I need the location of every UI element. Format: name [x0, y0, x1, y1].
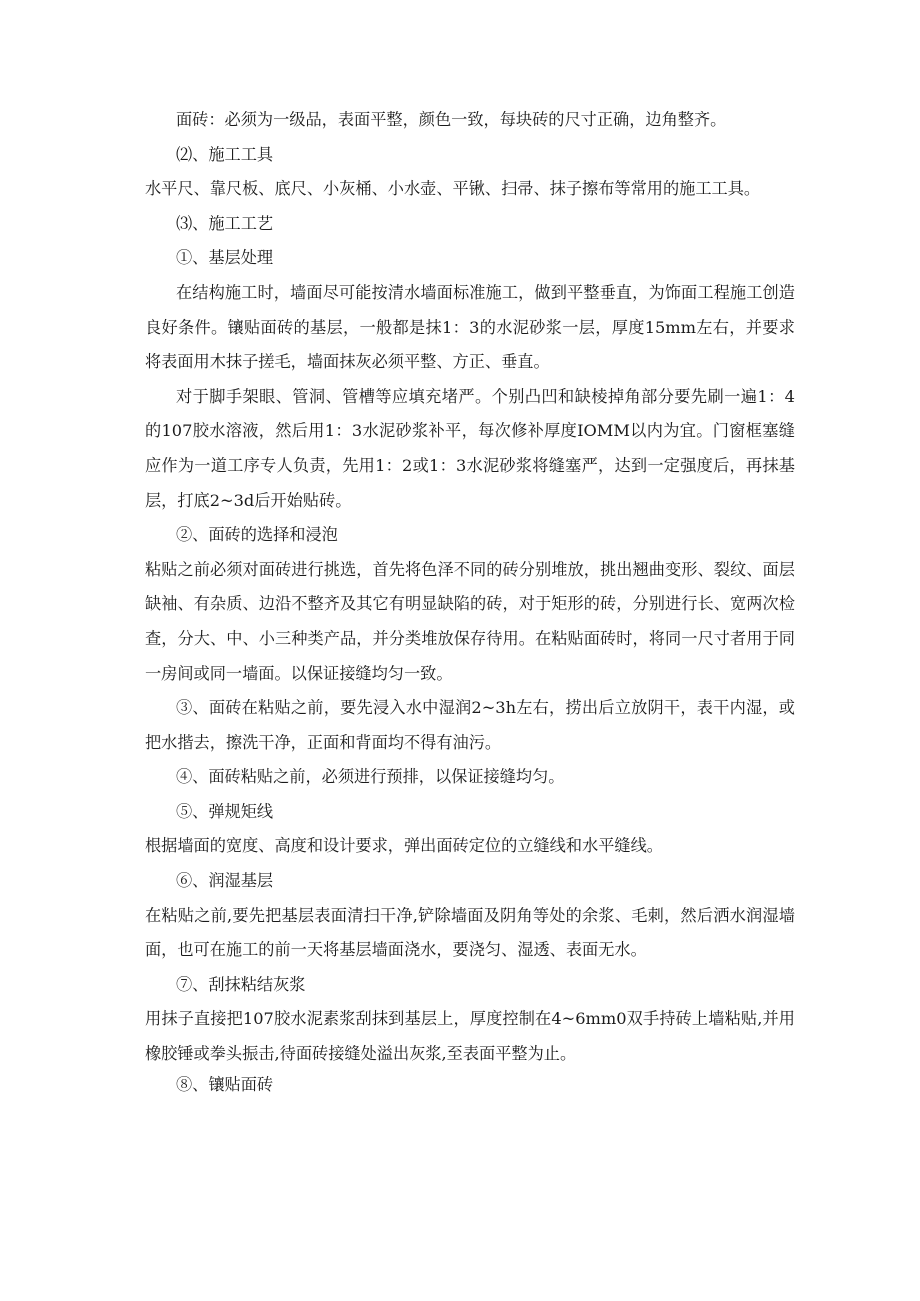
- heading-construction-process: ⑶、施工工艺: [176, 213, 274, 233]
- heading-tile-selection: ②、面砖的选择和浸泡: [176, 525, 338, 545]
- paragraph-tile-soaking: ③、面砖在粘贴之前，要先浸入水中湿润2~3h左右，捞出后立放阴干，表干内湿，或把水揩去，擦洗干净，正面和背面均不得有油污。: [145, 698, 795, 752]
- paragraph-base-treatment: 在结构施工时，墙面尽可能按清水墙面标准施工，做到平整垂直，为饰面工程施工创造良好条件。镶贴面砖的基层，一般都是抹1：3的水泥砂浆一层，厚度15mm左右，并要求将表面用木抹子搓毛，墙面抹灰必须平整、方正、垂直。: [145, 282, 795, 372]
- paragraph-moisten-base: 在粘贴之前,要先把基层表面清扫干净,铲除墙面及阴角等处的余浆、毛刺，然后洒水润湿墙面，也可在施工的前一天将基层墙面浇水，要浇匀、湿透、表面无水。: [145, 905, 795, 960]
- heading-construction-tools: ⑵、施工工具: [176, 144, 274, 164]
- paragraph-tools-list: 水平尺、靠尺板、底尺、小灰桶、小水壶、平锹、扫帚、抹子擦布等常用的施工工具。: [145, 179, 761, 199]
- paragraph-apply-mortar: 用抹子直接把107胶水泥素浆刮抹到基层上，厚度控制在4~6mm0双手持砖上墙粘贴,并用橡胶锤或拳头振击,待面砖接缝处溢出灰浆,至表面平整为止。: [145, 1009, 795, 1064]
- heading-snap-lines: ⑤、弹规矩线: [176, 801, 274, 821]
- paragraph-tile-selection: 粘贴之前必须对面砖进行挑选，首先将色泽不同的砖分别堆放，挑出翘曲变形、裂纹、面层缺袖、有杂质、边沿不整齐及其它有明显缺陷的砖，对于矩形的砖，分别进行长、宽两次检查，分大、中、小三种类产品，并分类堆放保存待用。在粘贴面砖时，将同一尺寸者用于同一房间或同一墙面。以保证接缝均匀一致。: [145, 559, 795, 683]
- paragraph-tile-requirement: 面砖：必须为一级品，表面平整，颜色一致，每块砖的尺寸正确，边角整齐。: [176, 110, 727, 129]
- heading-base-treatment: ①、基层处理: [176, 248, 274, 268]
- paragraph-pre-arrangement: ④、面砖粘贴之前，必须进行预排，以保证接缝均匀。: [176, 767, 565, 787]
- heading-lay-tiles: ⑧、镶贴面砖: [176, 1074, 274, 1094]
- paragraph-fill-holes: 对于脚手架眼、管洞、管槽等应填充堵严。个别凸凹和缺棱掉角部分要先刷一遍1：4的107胶水溶液，然后用1：3水泥砂浆补平，每次修补厚度IOMM以内为宜。门窗框塞缝应作为一道工序专人负责，先用1：2或1：3水泥砂浆将缝塞严，达到一定强度后，再抹基层，打底2~3d后开始贴砖。: [145, 386, 795, 510]
- heading-moisten-base: ⑥、润湿基层: [176, 871, 274, 891]
- paragraph-snap-lines: 根据墙面的宽度、高度和设计要求，弹出面砖定位的立缝线和水平缝线。: [145, 836, 663, 856]
- heading-apply-mortar: ⑦、刮抹粘结灰浆: [176, 974, 306, 994]
- document-body: [145, 103, 795, 1102]
